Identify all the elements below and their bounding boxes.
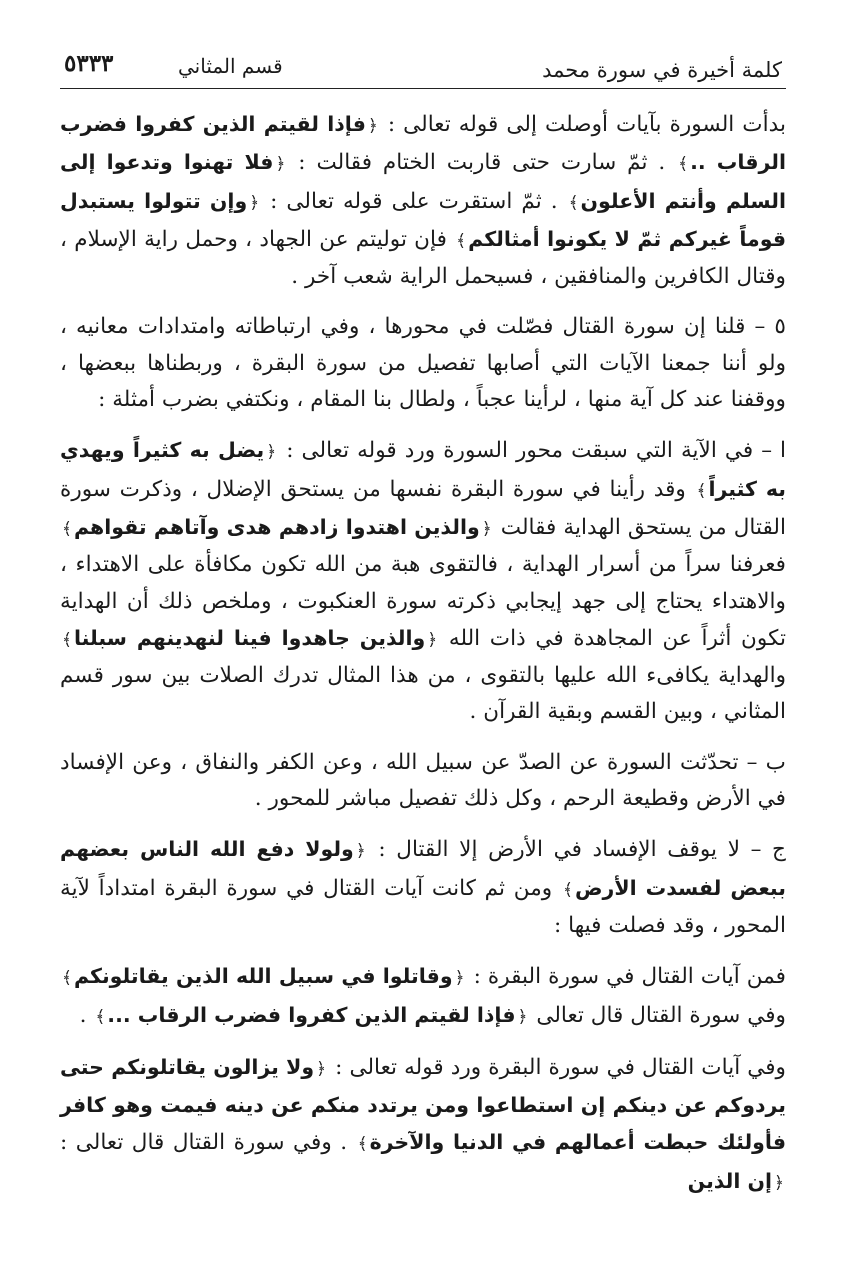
quran-bracket-close-icon: ﴾ bbox=[678, 154, 689, 175]
paragraph-text: وفي آيات القتال في سورة البقرة ورد قوله تعالى : bbox=[328, 1054, 786, 1080]
chapter-title: كلمة أخيرة في سورة محمد bbox=[542, 58, 782, 82]
page-number: ٥٣٣٣ bbox=[64, 50, 114, 77]
paragraph bbox=[60, 432, 786, 730]
quran-bracket-open-icon: ﴿ bbox=[367, 116, 378, 136]
paragraph-text: . bbox=[79, 1002, 94, 1028]
paragraph-text: بدأت السورة بآيات أوصلت إلى قوله تعالى : bbox=[379, 112, 786, 137]
paragraph-text: . ثمّ سارت حتى قاربت الختام فقالت : bbox=[287, 150, 677, 176]
quran-bracket-open-icon: ﴿ bbox=[316, 1058, 327, 1079]
paragraph-text: . وفي سورة القتال قال تعالى : bbox=[60, 1130, 356, 1156]
quran-verse: يضل به كثيراً ويهدي به كثيراً bbox=[60, 438, 786, 501]
quran-bracket-open-icon: ﴿ bbox=[481, 518, 492, 539]
paragraph-text: ٥ – قلنا إن سورة القتال فصّلت في محورها ، وفي ارتباطاته وامتدادات معانيه ، ولو أننا جمعنا الآيات التي أصابها تفصيل من سورة البقرة ، وربطناها ببعضها ، ووقفنا عند كل آية منها ، لرأينا عجباً ، ولطال بنا المقام ، ونكتفي بضرب أمثلة : bbox=[60, 314, 786, 413]
paragraph-text: وقد رأينا في سورة البقرة نفسها من يستحق الإضلال ، وذكرت سورة القتال من يستحق الهداية فقالت bbox=[60, 476, 786, 540]
header-rule bbox=[60, 88, 786, 89]
page-body bbox=[60, 106, 786, 1215]
quran-bracket-open-icon: ﴿ bbox=[427, 629, 438, 650]
quran-bracket-open-icon: ﴿ bbox=[249, 192, 260, 213]
paragraph-text: ب – تحدّثت السورة عن الصدّ عن سبيل الله ، وعن الكفر والنفاق ، وعن الإفساد في الأرض وقطيعة الرحم ، وكل ذلك تفصيل مباشر للمحور . bbox=[60, 749, 786, 812]
quran-verse: ولا يزالون يقاتلونكم حتى يردوكم عن دينكم إن استطاعوا ومن يرتدد منكم عن دينه فيمت وهو كافر فأولئك حبطت أعمالهم في الدنيا والآخرة bbox=[60, 1054, 787, 1155]
paragraph bbox=[60, 958, 786, 1035]
quran-bracket-open-icon: ﴿ bbox=[266, 442, 277, 463]
quran-bracket-close-icon: ﴾ bbox=[562, 879, 573, 900]
quran-verse: فلا تهنوا وتدعوا إلى السلم وأنتم الأعلون bbox=[60, 150, 786, 213]
quran-verse: وقاتلوا في سبيل الله الذين يقاتلونكم bbox=[73, 964, 453, 989]
quran-bracket-close-icon: ﴾ bbox=[568, 192, 579, 213]
quran-bracket-close-icon: ﴾ bbox=[95, 1006, 106, 1027]
paragraph-text: فعرفنا سراً من أسرار الهداية ، فالتقوى هبة من الله تكون مكافأة على الاهتداء ، والاهتداء يحتاج إلى جهد إيجابي ذكرته سورة العنكبوت ، وملخص ذلك أن الهداية تكون أثراً عن المجاهدة في ذات الله bbox=[60, 552, 787, 651]
quran-bracket-close-icon: ﴾ bbox=[357, 1134, 368, 1155]
paragraph-text: ا – في الآية التي سبقت محور السورة ورد قوله تعالى : bbox=[278, 438, 787, 464]
quran-bracket-close-icon: ﴾ bbox=[456, 230, 467, 251]
quran-bracket-open-icon: ﴿ bbox=[454, 968, 465, 989]
paragraph-text: فإن توليتم عن الجهاد ، وحمل راية الإسلام ، وقتال الكافرين والمنافقين ، فسيحمل الراية شعب آخر . bbox=[60, 226, 786, 290]
quran-bracket-open-icon: ﴿ bbox=[275, 154, 286, 175]
quran-verse: فإذا لقيتم الذين كفروا فضرب الرقاب .. bbox=[60, 112, 786, 175]
paragraph-text: . ثمّ استقرت على قوله تعالى : bbox=[261, 188, 567, 214]
quran-verse: والذين جاهدوا فينا لنهدينهم سبلنا bbox=[73, 625, 426, 650]
quran-bracket-close-icon: ﴾ bbox=[62, 629, 72, 650]
quran-verse: وإن تتولوا يستبدل قوماً غيركم ثمّ لا يكونوا أمثالكم bbox=[60, 188, 786, 251]
quran-bracket-open-icon: ﴿ bbox=[774, 1172, 784, 1193]
paragraph bbox=[60, 309, 786, 418]
paragraph-text: فمن آيات القتال في سورة البقرة : bbox=[466, 964, 786, 990]
quran-verse: والذين اهتدوا زادهم هدى وآتاهم تقواهم bbox=[73, 514, 480, 539]
paragraph bbox=[60, 831, 786, 944]
paragraph-text: ج – لا يوقف الإفساد في الأرض إلا القتال : bbox=[367, 837, 786, 863]
quran-bracket-open-icon: ﴿ bbox=[355, 841, 366, 862]
quran-bracket-close-icon: ﴾ bbox=[62, 968, 72, 989]
quran-bracket-open-icon: ﴿ bbox=[517, 1006, 528, 1027]
paragraph bbox=[60, 106, 786, 295]
quran-verse: فإذا لقيتم الذين كفروا فضرب الرقاب ... bbox=[107, 1002, 516, 1027]
paragraph-text: ومن ثم كانت آيات القتال في سورة البقرة امتداداً لآية المحور ، وقد فصلت فيها : bbox=[60, 875, 786, 938]
paragraph bbox=[60, 1049, 786, 1201]
quran-bracket-close-icon: ﴾ bbox=[62, 518, 72, 539]
quran-verse: ولولا دفع الله الناس بعضهم ببعض لفسدت الأرض bbox=[60, 837, 786, 900]
paragraph-text: والهداية يكافىء الله عليها بالتقوى ، من هذا المثال تدرك الصلات بين سور قسم المثاني ، وبين القسم وبقية القرآن . bbox=[60, 663, 786, 725]
quran-verse: إن الذين bbox=[687, 1168, 773, 1193]
paragraph-text: وفي سورة القتال قال تعالى bbox=[529, 1002, 786, 1028]
section-title: قسم المثاني bbox=[178, 54, 283, 78]
paragraph bbox=[60, 745, 786, 818]
quran-bracket-close-icon: ﴾ bbox=[696, 480, 707, 501]
page-header bbox=[60, 48, 786, 88]
